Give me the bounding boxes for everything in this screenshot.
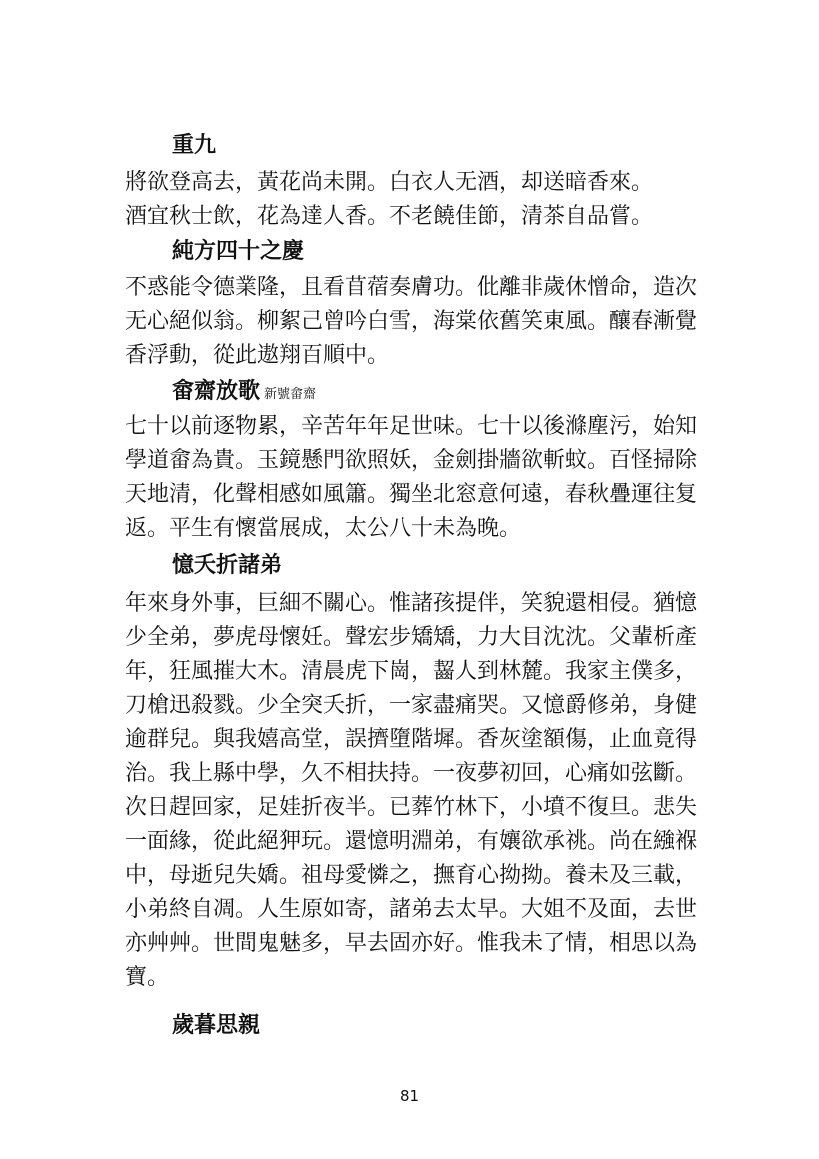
poem-title-brothers: 憶夭折諸弟 bbox=[172, 553, 283, 578]
poem-line: 天地清，化聲相感如風簫。獨坐北窓意何遠，春秋疊運往复 bbox=[125, 482, 698, 507]
poem-line: 年來身外事，巨細不關心。惟諸孩提伴，笑貌還相侵。猶憶 bbox=[125, 591, 698, 616]
poem-line: 中，母逝兒失嬌。祖母愛憐之，撫育心拗拗。養未及三載， bbox=[125, 863, 698, 888]
poem-line: 年，狂風摧大木。清晨虎下崗，齧人到林麓。我家主僕多， bbox=[125, 659, 698, 684]
poem-line: 將欲登高去，黃花尚未開。白衣人无酒，却送暗香來。 bbox=[125, 170, 654, 195]
poem-line: 无心絕似翁。柳絮己曾吟白雪，海棠依舊笑東風。釀春漸覺 bbox=[125, 309, 698, 334]
poem-line: 少全弟，夢虎母懷妊。聲宏步矯矯，力大目沈沈。父輩析產 bbox=[125, 625, 698, 650]
poem-title-text: 畲齋放歌 bbox=[172, 379, 261, 404]
poem-title-shezhai bbox=[172, 377, 316, 410]
poem-line: 亦艸艸。世間鬼魅多，早去固亦好。惟我未了情，相思以為 bbox=[125, 931, 698, 956]
poem-line: 不惑能令德業隆，且看苜蓿奏膚功。仳離非歲休憎命，造次 bbox=[125, 275, 698, 300]
poem-body-chunfang bbox=[125, 271, 697, 373]
poem-line: 香浮動，從此遨翔百順中。 bbox=[125, 343, 390, 368]
poem-line: 酒宜秋士飲，花為達人香。不老饒佳節，清茶自品嘗。 bbox=[125, 204, 654, 229]
poem-line: 小弟終自凋。人生原如寄，諸弟去太早。大姐不及面，去世 bbox=[125, 897, 698, 922]
poem-title-chunfang: 純方四十之慶 bbox=[172, 239, 305, 264]
poem-line: 寶。 bbox=[125, 965, 170, 990]
poem-body-brothers bbox=[125, 587, 697, 995]
poem-title-note: 新號畲齋 bbox=[264, 387, 317, 402]
poem-line: 返。平生有懷當展成，太公八十未為晚。 bbox=[125, 516, 522, 541]
poem-body-shezhai bbox=[125, 410, 697, 546]
poem-body-chongjiu bbox=[125, 166, 653, 234]
poem-title-suimu: 歲暮思親 bbox=[172, 1013, 261, 1038]
poem-line: 治。我上縣中學，久不相扶持。一夜夢初回，心痛如弦斷。 bbox=[125, 761, 698, 786]
page-number: 81 bbox=[399, 1087, 420, 1105]
poem-line: 逾群兒。與我嬉高堂，誤擠墮階墀。香灰塗額傷，止血竟得 bbox=[125, 727, 698, 752]
poem-title-chongjiu: 重九 bbox=[172, 133, 217, 158]
poem-line: 學道畲為貴。玉鏡懸門欲照妖，金劍掛牆欲斬蚊。百怪掃除 bbox=[125, 448, 698, 473]
poem-line: 刀槍迅殺戮。少全突夭折，一家盡痛哭。又憶爵修弟，身健 bbox=[125, 693, 698, 718]
poem-line: 次日趕回家，足娃折夜半。已葬竹林下，小墳不復旦。悲失 bbox=[125, 795, 698, 820]
poem-line: 一面緣，從此絕狎玩。還憶明淵弟，有孃欲承祧。尚在繈褓 bbox=[125, 829, 698, 854]
poem-line: 七十以前逐物累，辛苦年年足世味。七十以後滌塵污，始知 bbox=[125, 414, 698, 439]
